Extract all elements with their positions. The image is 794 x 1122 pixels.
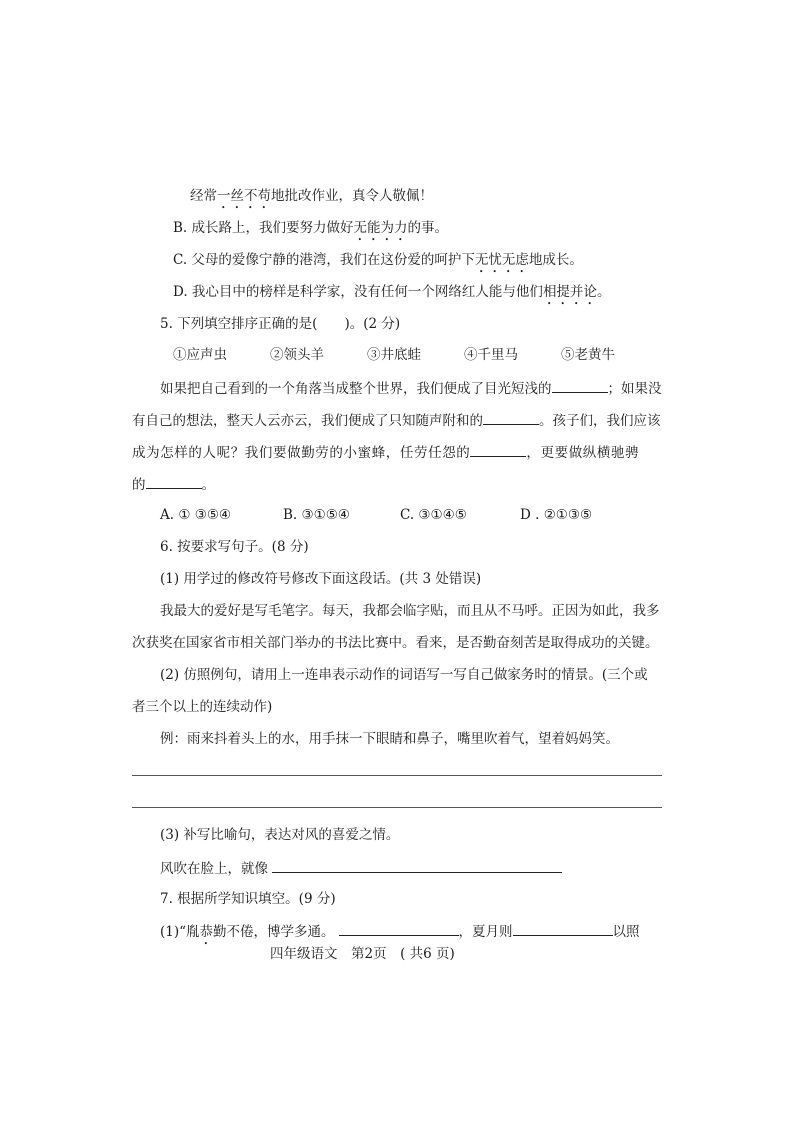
q5-blank-2[interactable]: [483, 410, 539, 425]
q5-blank-3[interactable]: [470, 442, 526, 457]
q5-passage-line-4: 的 。: [132, 474, 215, 495]
q6-sub2-title: (2) 仿照例句，请用上一连串表示动作的词语写一写自己做家务时的情景。(三个或: [160, 667, 648, 683]
emphasis-idiom-d: 相提并论: [542, 284, 597, 300]
answer-line-1[interactable]: [132, 775, 662, 776]
answer-line-2[interactable]: [132, 807, 662, 808]
q5-passage-line-1: 如果把自己看到的一个角落当成整个世界，我们便成了目光短浅的 ；如果没: [160, 378, 662, 399]
emphasis-idiom-c: 无忧无虑: [474, 252, 529, 268]
q5-word-1: ①应声虫: [173, 347, 227, 363]
q6-title: 6. 按要求写句子。(8 分): [160, 539, 309, 555]
q6-sub1-title: (1) 用学过的修改符号修改下面这段话。(共 3 处错误): [160, 571, 482, 587]
q4-option-c: C. 父母的爱像宁静的港湾，我们在这份爱的呵护下无忧无虑地成长。: [173, 252, 583, 268]
q5-word-list: [173, 345, 615, 365]
q7-sub1: (1)“胤恭勤不倦，博学多通。 ，夏月则 以照: [160, 921, 640, 948]
emphasis-char: 恭: [199, 924, 214, 940]
q7-blank-2[interactable]: [513, 921, 613, 936]
q6-sub2-title-cont: 者三个以上的连续动作): [132, 699, 273, 715]
q5-option-a[interactable]: A. ① ③⑤④: [160, 507, 232, 523]
q5-word-2: ②领头羊: [270, 347, 324, 363]
q5-word-3: ③井底蛙: [367, 347, 421, 363]
emphasis-idiom-a: 一丝不苟: [217, 188, 271, 204]
q5-option-d[interactable]: D . ②①③⑤: [520, 507, 593, 523]
q6-sub3-title: (3) 补写比喻句，表达对风的喜爱之情。: [160, 827, 400, 843]
q5-title: 5. 下列填空排序正确的是( )。(2 分): [160, 316, 401, 332]
page-footer: 四年级语文 第2页 ( 共6 页): [270, 946, 455, 962]
q5-blank-1[interactable]: [552, 378, 608, 393]
q7-blank-1[interactable]: [339, 921, 459, 936]
emphasis-idiom-b: 无能为力: [353, 220, 408, 236]
q5-options: [160, 505, 592, 525]
q5-passage-line-2: 有自己的想法，整天人云亦云，我们便成了只知随声附和的 。孩子们，我们应该: [132, 410, 661, 431]
q6-sub2-example: 例：雨来抖着头上的水，用手抹一下眼睛和鼻子，嘴里吹着气，望着妈妈笑。: [160, 731, 619, 747]
q5-word-4: ④千里马: [464, 347, 518, 363]
q5-word-5: ⑤老黄牛: [561, 347, 615, 363]
q5-option-c[interactable]: C. ③①④⑤: [400, 507, 467, 523]
q6-sub3-prompt: 风吹在脸上，就像: [160, 858, 562, 879]
q4-option-d: D. 我心目中的榜样是科学家，没有任何一个网络红人能与他们相提并论。: [173, 284, 611, 300]
q4-option-b: B. 成长路上，我们要努力做好无能为力的事。: [173, 220, 449, 236]
q6-sub3-blank[interactable]: [272, 858, 562, 873]
q4-option-a-continuation: 经常一丝不苟地批改作业，真令人敬佩！: [190, 188, 433, 204]
q5-passage-line-3: 成为怎样的人呢？我们要做勤劳的小蜜蜂，任劳任怨的 ，更要做纵横驰骋: [132, 442, 639, 463]
q6-sub1-passage-line-1: 我最大的爱好是写毛笔字。每天，我都会临字贴，而且从不马呼。正因为如此，我多: [160, 603, 660, 619]
q6-sub1-passage-line-2: 次获奖在国家省市相关部门举办的书法比赛中。看来，是否勤奋刻苦是取得成功的关键。: [132, 635, 659, 651]
q5-blank-4[interactable]: [146, 474, 202, 489]
q7-title: 7. 根据所学知识填空。(9 分): [160, 891, 336, 907]
q5-option-b[interactable]: B. ③①⑤④: [283, 507, 350, 523]
